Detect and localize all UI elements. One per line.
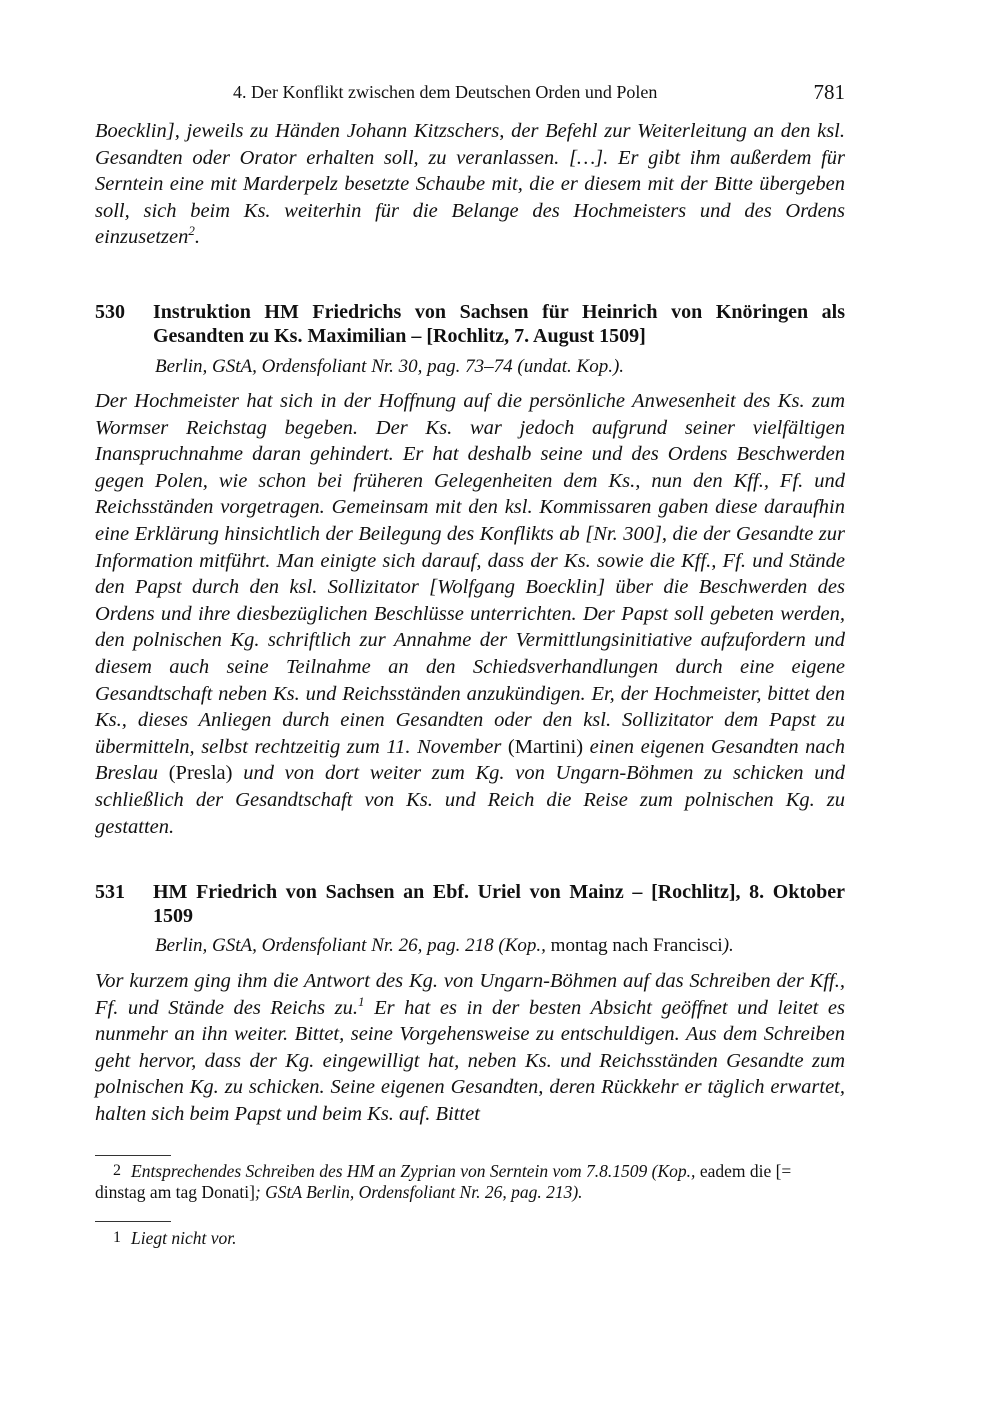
- doc-530-body-2: einen eigenen Gesandten nach Breslau: [95, 735, 846, 785]
- running-title: 4. Der Konflikt zwischen dem Deutschen Orden und Polen: [233, 82, 658, 102]
- doc-531-number: 531: [95, 881, 125, 903]
- doc-530-upright-1: (Martini): [507, 735, 584, 758]
- footnote-ref-2[interactable]: 2: [188, 223, 195, 239]
- doc-530-upright-2: (Presla): [168, 762, 233, 785]
- footnote-1-number: 1: [113, 1229, 121, 1246]
- footnote-rule-1: [95, 1155, 171, 1156]
- doc-531-source-upright: montag nach Francisci: [550, 935, 723, 956]
- doc-530-source: Berlin, GStA, Ordensfoliant Nr. 30, pag. 73–74 (undat. Kop.).: [155, 356, 625, 377]
- doc-531-body-2: Er hat es in der besten Absicht geöffnet und leitet es nunmehr an ihn weiter. Bittet, seine Vorgehensweise zu entschuldigen. Aus dem Schreiben geht hervor, dass der Kg. eingewilligt hat, neben Ks. und Reichsständen Gesandte zum polnischen Kg. zu schicken. Seine eigenen Gesandten, deren Rückkehr er täglich erwartet, halten sich beim Papst und beim Ks. auf. Bittet: [95, 996, 845, 1125]
- doc-531-source: [155, 935, 734, 957]
- doc-530-heading: [95, 300, 845, 348]
- doc-531-source-end: ).: [722, 935, 734, 956]
- doc-531-source-1: Berlin, GStA, Ordensfoliant Nr. 26, pag. 218 (Kop.,: [155, 935, 546, 956]
- doc-530-title: Instruktion HM Friedrichs von Sachsen für Heinrich von Knöringen als Gesandten zu Ks. Maximilian – [Rochlitz, 7. August 1509]: [153, 301, 845, 347]
- continuation-end: .: [194, 226, 200, 249]
- footnote-2-text-2: ; GStA Berlin, Ordensfoliant Nr. 26, pag. 213).: [254, 1182, 583, 1202]
- page-number: 781: [813, 80, 845, 104]
- footnote-2-number: 2: [113, 1162, 121, 1179]
- doc-531-regest: [95, 968, 845, 1128]
- continuation-text: Boecklin], jeweils zu Händen Johann Kitzschers, der Befehl zur Weiterleitung an den ksl. Gesandten oder Orator erhalten soll, zu veranlassen. […]. Er gibt ihm außerdem für Serntein eine mit Marderpelz besetzte Schaube mit, die er diesem mit der Bitte übergeben soll, sich beim Ks. weiterhin für die Belange des Hochmeisters und des Ordens einzusetzen: [95, 120, 845, 249]
- footnote-2-text-1: Entsprechendes Schreiben des HM an Zyprian von Serntein vom 7.8.1509 (Kop.,: [131, 1161, 696, 1181]
- footnote-1-text: Liegt nicht vor.: [131, 1228, 237, 1248]
- footnote-ref-1[interactable]: 1: [358, 993, 365, 1009]
- running-head: [95, 80, 845, 108]
- footnote-rule-2: [95, 1221, 171, 1222]
- doc-531-body-1: Vor kurzem ging ihm die Antwort des Kg. von Ungarn-Böhmen auf das Schreiben der Kff., Ff. und Stände des Reichs zu.: [95, 970, 845, 1019]
- doc-530-body-3: und von dort weiter zum Kg. von Ungarn-Böhmen zu schicken und schließlich der Gesandtschaft von Ks. und Reich die Reise zum polnischen Kg. zu gestatten.: [95, 762, 845, 838]
- continuation-paragraph: [95, 118, 845, 251]
- footnote-1: [95, 1227, 845, 1249]
- doc-530-regest: [95, 388, 845, 840]
- doc-531-heading: [95, 880, 845, 928]
- footnote-2: [95, 1160, 845, 1203]
- doc-530-number: 530: [95, 301, 125, 323]
- doc-530-body-1: Der Hochmeister hat sich in der Hoffnung auf die persönliche Anwesenheit des Ks. zum Wormser Reichstag begeben. Der Ks. war jedoch aufgrund seiner vielfältigen Inanspruchnahme daran gehindert. Er hat deshalb seine und des Ordens Beschwerden gegen Polen, wie schon bei früheren Gelegenheiten dem Ks., nun den Kff., Ff. und Reichsständen vorgetragen. Gemeinsam mit den ksl. Kommissaren gaben diese daraufhin eine Erklärung hinsichtlich der Beilegung des Konflikts ab [Nr. 300], die der Gesandte zur Information mitführt. Man einigte sich darauf, dass der Ks. sowie die Kff., Ff. und Stände den Papst durch den ksl. Sollizitator [Wolfgang Boecklin] über die Beschwerden des Ordens und ihre diesbezüglichen Beschlüsse unterrichten. Der Papst soll gebeten werden, den polnischen Kg. schriftlich zur Annahme der Vermittlungsinitiative aufzufordern und diesem auch seine Teilnahme an den Schiedsverhandlungen durch eine eigene Gesandtschaft neben Ks. und Reichsständen anzukündigen. Er, der Hochmeister, bittet den Ks., dieses Anliegen durch einen Gesandten oder den ksl. Sollizitator dem Papst zu übermitteln, selbst rechtzeitig zum 11. November: [95, 390, 845, 758]
- footnote-2-upright: eadem die [= dinstag am tag Donati]: [95, 1161, 792, 1202]
- doc-531-title: HM Friedrich von Sachsen an Ebf. Uriel von Mainz – [Rochlitz], 8. Oktober 1509: [153, 881, 845, 927]
